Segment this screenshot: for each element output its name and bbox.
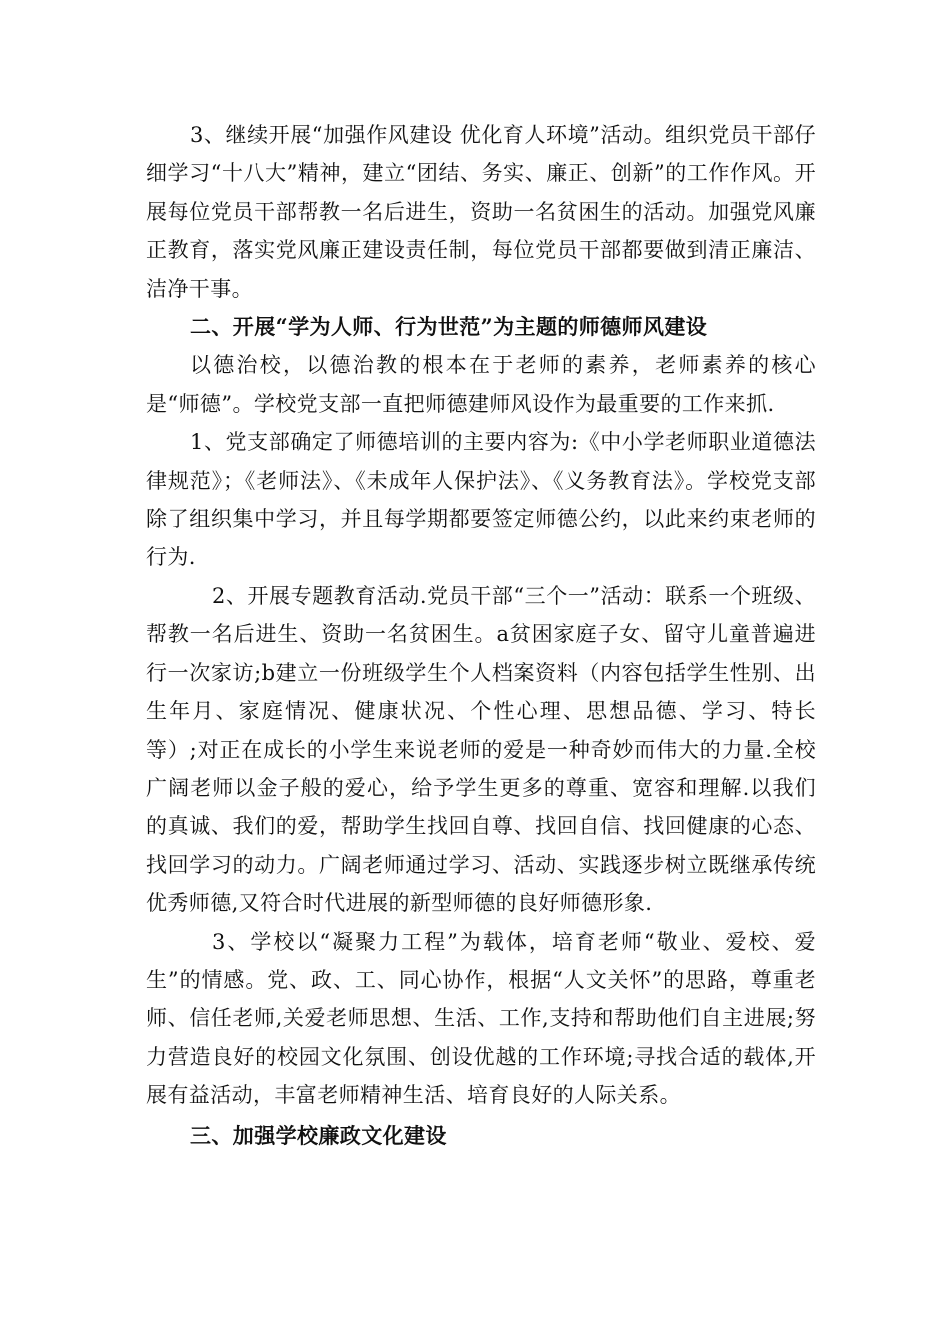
paragraph-ethics-intro: 以德治校，以德治教的根本在于老师的素养，老师素养的核心是“师德”。学校党支部一直把师德建师风设作为最重要的工作来抓.	[146, 353, 816, 416]
document-body	[146, 116, 816, 1155]
paragraph-style-building: 3、继续开展“加强作风建设 优化育人环境”活动。组织党员干部仔细学习“十八大”精神，建立“团结、务实、廉正、创新”的工作作风。开展每位党员干部帮教一名后进生，资助一名贫困生的活动。加强党风廉正教育，落实党风廉正建设责任制，每位党员干部都要做到清正廉洁、洁净干事。	[146, 123, 816, 301]
section-heading-integrity-culture: 三、加强学校廉政文化建设	[190, 1122, 447, 1148]
section-heading-teacher-ethics: 二、开展“学为人师、行为世范”为主题的师德师风建设	[190, 314, 708, 340]
paragraph-ethics-training: 1、党支部确定了师德培训的主要内容为:《中小学老师职业道德法律规范》；《老师法》、《未成年人保护法》、《义务教育法》。学校党支部除了组织集中学习，并且每学期都要签定师德公约，以此来约束老师的行为.	[146, 430, 816, 570]
paragraph-cohesion-project: 3、学校以“凝聚力工程”为载体，培育老师“敬业、爱校、爱生”的情感。党、政、工、同心协作，根据“人文关怀”的思路，尊重老师、信任老师,关爱老师思想、生活、工作,支持和帮助他们自主进展;努力营造良好的校园文化氛围、创设优越的工作环境;寻找合适的载体,开展有益活动，丰富老师精神生活、培育良好的人际关系。	[146, 929, 816, 1108]
paragraph-special-education: 2、开展专题教育活动.党员干部“三个一”活动：联系一个班级、帮教一名后进生、资助一名贫困生。a贫困家庭子女、留守儿童普遍进行一次家访;b建立一份班级学生个人档案资料（内容包括学生性别、出生年月、家庭情况、健康状况、个性心理、思想品德、学习、特长等）;对正在成长的小学生来说老师的爱是一种奇妙而伟大的力量.全校广阔老师以金子般的爱心，给予学生更多的尊重、宽容和理解.以我们的真诚、我们的爱，帮助学生找回自尊、找回自信、找回健康的心态、找回学习的动力。广阔老师通过学习、活动、实践逐步树立既继承传统优秀师德,又符合时代进展的新型师德的良好师德形象.	[146, 583, 816, 916]
